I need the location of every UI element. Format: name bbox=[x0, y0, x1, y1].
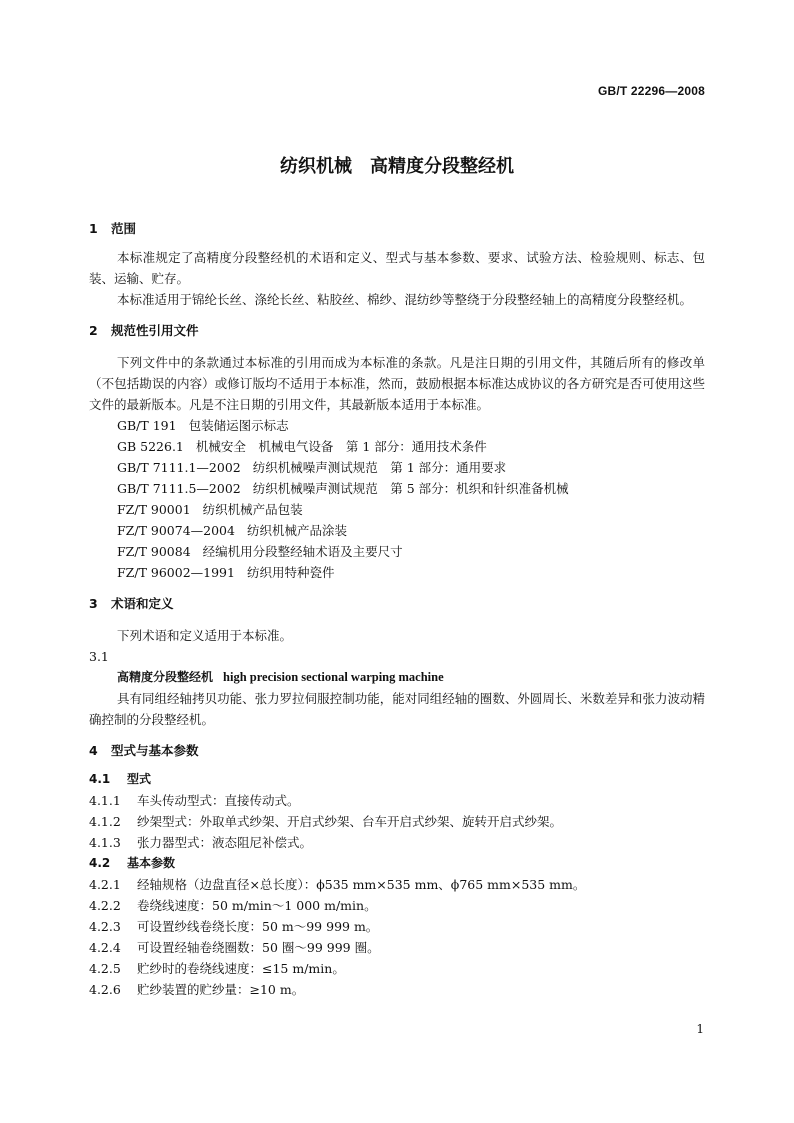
reference-code: GB 5226.1 bbox=[117, 439, 184, 454]
standard-code: GB/T 22296—2008 bbox=[597, 84, 705, 98]
reference-title: 机械安全 机械电气设备 第 1 部分：通用技术条件 bbox=[195, 439, 487, 454]
clause-number: 4.2.1 bbox=[89, 877, 121, 892]
clause-item bbox=[89, 979, 705, 1000]
term-definition: 具有同组经轴拷贝功能、张力罗拉伺服控制功能，能对同组经轴的圈数、外圆周长、米数差异和张力波动精确控制的分段整经机。 bbox=[89, 691, 705, 727]
clause-text: 经轴规格（边盘直径×总长度）：ϕ535 mm×535 mm、ϕ765 mm×535 mm。 bbox=[137, 877, 586, 892]
clause-item bbox=[89, 895, 705, 916]
subsection-number: 4.1 bbox=[89, 772, 111, 786]
document-title: 纺织机械 高精度分段整经机 bbox=[280, 156, 514, 177]
reference-code: GB/T 191 bbox=[117, 418, 177, 433]
reference-item bbox=[89, 415, 705, 436]
term-entry bbox=[89, 667, 705, 688]
section-title: 型式与基本参数 bbox=[111, 743, 199, 758]
term-english: high precision sectional warping machine bbox=[223, 670, 444, 684]
reference-title: 纺织机械产品包装 bbox=[202, 502, 303, 517]
section-title: 范围 bbox=[111, 221, 137, 236]
reference-item bbox=[89, 499, 705, 520]
clause-number: 4.2.6 bbox=[89, 982, 121, 997]
subsection-heading bbox=[89, 769, 705, 790]
clause-item bbox=[89, 811, 705, 832]
section-4-heading bbox=[89, 740, 705, 762]
document-body bbox=[89, 218, 705, 1000]
clause-number: 4.1.1 bbox=[89, 793, 121, 808]
clause-item bbox=[89, 937, 705, 958]
clause-text: 纱架型式：外取单式纱架、开启式纱架、台车开启式纱架、旋转开启式纱架。 bbox=[137, 814, 563, 829]
clause-item bbox=[89, 874, 705, 895]
reference-code: GB/T 7111.1—2002 bbox=[117, 460, 241, 475]
clause-number: 4.2.3 bbox=[89, 919, 121, 934]
reference-title: 纺织机械噪声测试规范 第 1 部分：通用要求 bbox=[252, 460, 507, 475]
clause-item bbox=[89, 916, 705, 937]
section-title: 术语和定义 bbox=[111, 596, 174, 611]
reference-code: FZ/T 90084 bbox=[117, 544, 191, 559]
reference-item bbox=[89, 562, 705, 583]
section-1-heading bbox=[89, 218, 705, 240]
clause-number: 4.1.3 bbox=[89, 835, 121, 850]
reference-title: 纺织用特种瓷件 bbox=[246, 565, 335, 580]
subsection-number: 4.2 bbox=[89, 856, 111, 870]
reference-title: 包装储运图示标志 bbox=[188, 418, 289, 433]
clause-text: 卷绕线速度：50 m/min～1 000 m/min。 bbox=[137, 898, 377, 913]
clause-item bbox=[89, 832, 705, 853]
paragraph: 本标准规定了高精度分段整经机的术语和定义、型式与基本参数、要求、试验方法、检验规则、标志、包装、运输、贮存。 bbox=[89, 250, 705, 286]
clause-item bbox=[89, 790, 705, 811]
clause-number: 4.2.4 bbox=[89, 940, 121, 955]
reference-code: FZ/T 90001 bbox=[117, 502, 191, 517]
clause-text: 张力器型式：液态阻尼补偿式。 bbox=[137, 835, 313, 850]
subsection-title: 基本参数 bbox=[127, 856, 176, 870]
section-number: 2 bbox=[89, 323, 98, 338]
reference-title: 纺织机械噪声测试规范 第 5 部分：机织和针织准备机械 bbox=[252, 481, 569, 496]
paragraph: 下列文件中的条款通过本标准的引用而成为本标准的条款。凡是注日期的引用文件，其随后所有的修改单（不包括勘误的内容）或修订版均不适用于本标准，然而，鼓励根据本标准达成协议的各方研究是否可使用这些文件的最新版本。凡是不注日期的引用文件，其最新版本适用于本标准。 bbox=[89, 355, 705, 412]
clause-text: 可设置经轴卷绕圈数：50 圈～99 999 圈。 bbox=[137, 940, 380, 955]
paragraph: 下列术语和定义适用于本标准。 bbox=[117, 628, 293, 643]
term-chinese: 高精度分段整经机 bbox=[117, 670, 214, 684]
section-number: 3 bbox=[89, 596, 98, 611]
subsection-title: 型式 bbox=[127, 772, 152, 786]
clause-number: 4.2.5 bbox=[89, 961, 121, 976]
clause-text: 可设置纱线卷绕长度：50 m～99 999 m。 bbox=[137, 919, 379, 934]
page-number: 1 bbox=[696, 1022, 704, 1036]
section-2-heading bbox=[89, 320, 705, 342]
paragraph: 本标准适用于锦纶长丝、涤纶长丝、粘胶丝、棉纱、混纺纱等整绕于分段整经轴上的高精度分段整经机。 bbox=[117, 292, 693, 307]
reference-code: FZ/T 90074—2004 bbox=[117, 523, 235, 538]
clause-text: 贮纱时的卷绕线速度：≤15 m/min。 bbox=[137, 961, 345, 976]
subsection-heading bbox=[89, 853, 705, 874]
reference-code: FZ/T 96002—1991 bbox=[117, 565, 235, 580]
section-3-heading bbox=[89, 593, 705, 615]
clause-number: 4.2.2 bbox=[89, 898, 121, 913]
reference-item bbox=[89, 541, 705, 562]
clause-number: 4.1.2 bbox=[89, 814, 121, 829]
term-number: 3.1 bbox=[89, 649, 109, 664]
reference-item bbox=[89, 520, 705, 541]
clause-item bbox=[89, 958, 705, 979]
reference-title: 经编机用分段整经轴术语及主要尺寸 bbox=[202, 544, 403, 559]
clause-text: 贮纱装置的贮纱量：≥10 m。 bbox=[137, 982, 305, 997]
reference-title: 纺织机械产品涂装 bbox=[246, 523, 347, 538]
reference-code: GB/T 7111.5—2002 bbox=[117, 481, 241, 496]
section-number: 4 bbox=[89, 743, 98, 758]
reference-item bbox=[89, 457, 705, 478]
clause-text: 车头传动型式：直接传动式。 bbox=[137, 793, 300, 808]
reference-item bbox=[89, 478, 705, 499]
section-number: 1 bbox=[89, 221, 98, 236]
reference-item bbox=[89, 436, 705, 457]
section-title: 规范性引用文件 bbox=[111, 323, 199, 338]
